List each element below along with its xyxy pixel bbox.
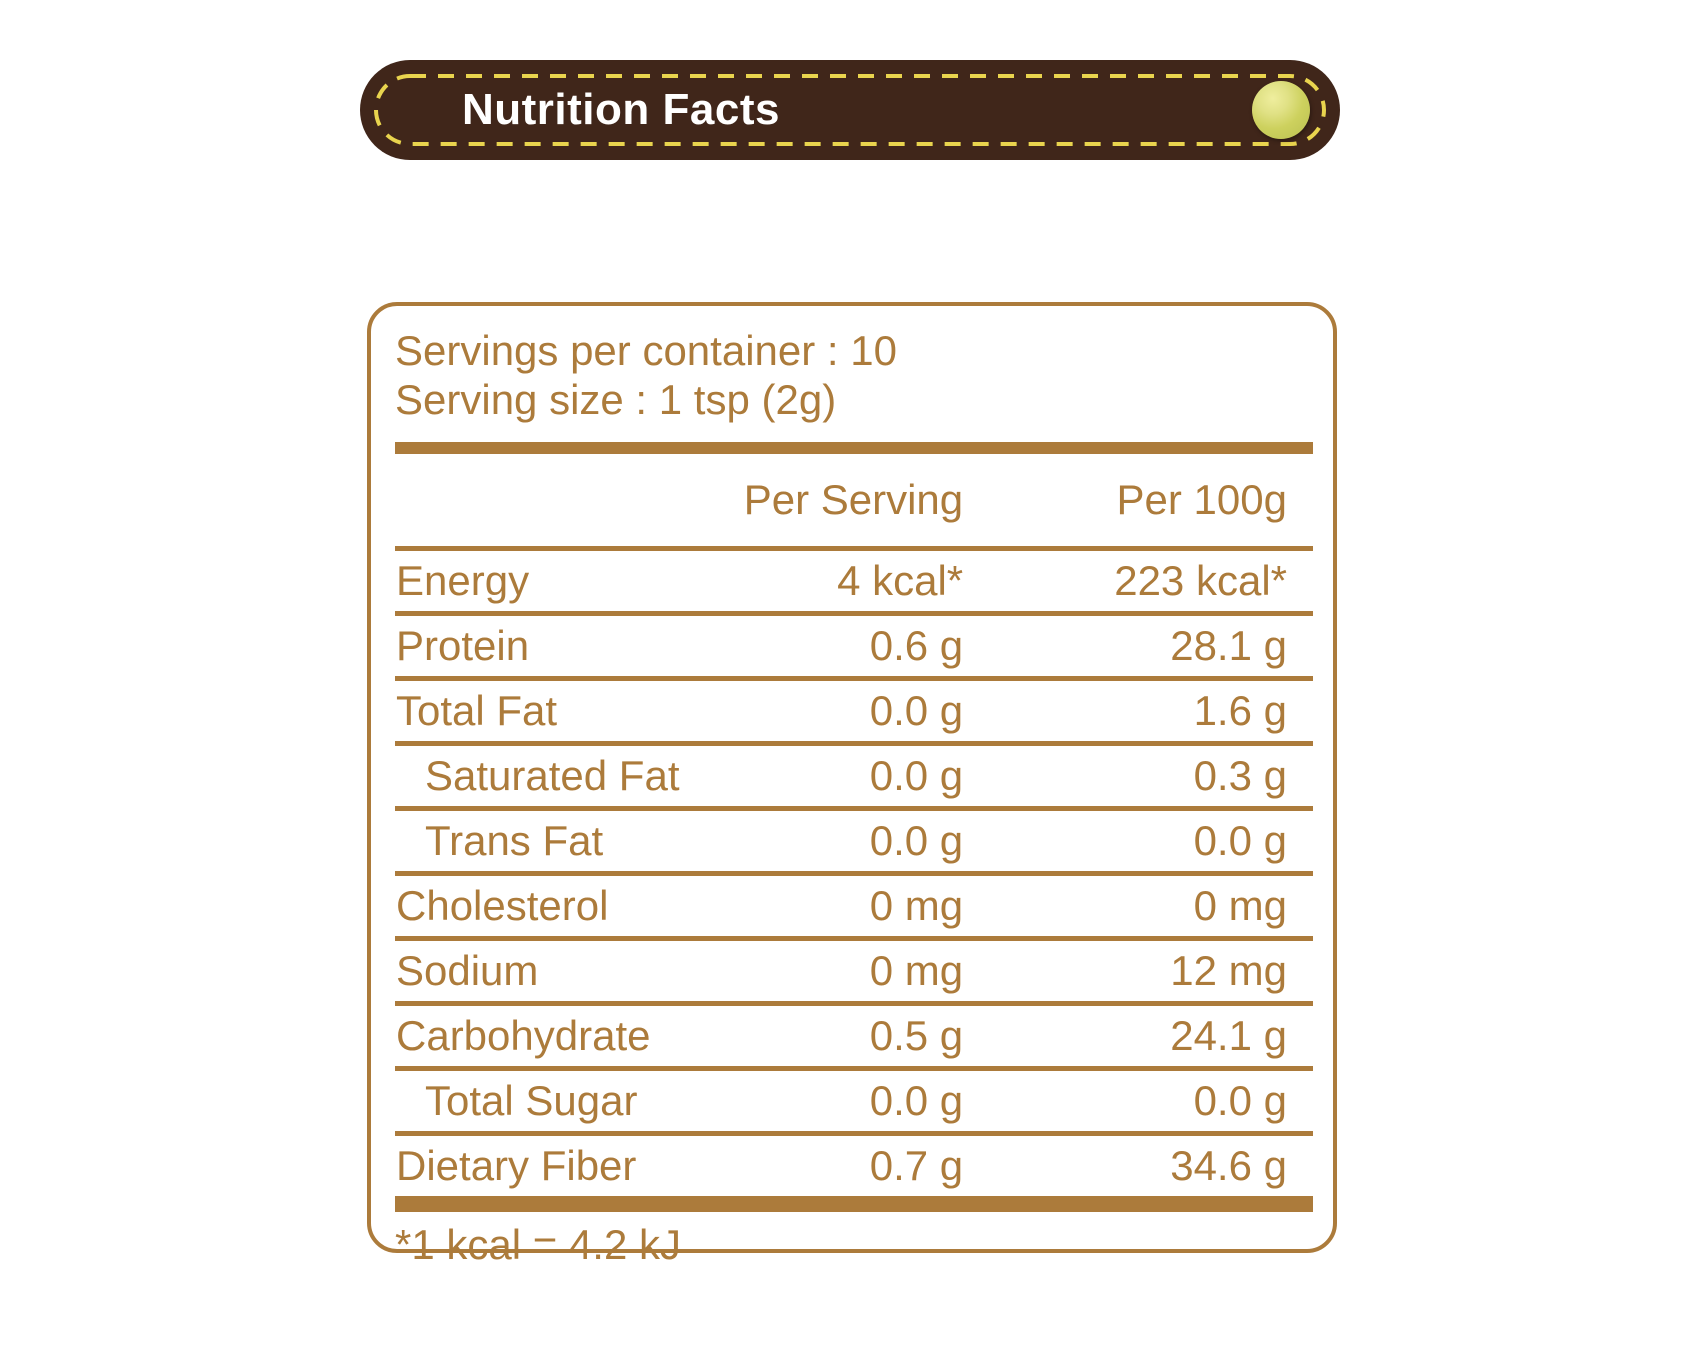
value-per-100g: 24.1 g (1170, 1012, 1287, 1059)
table-row (395, 1004, 1313, 1069)
divider-thick-top (395, 442, 1313, 454)
nutrient-label: Carbohydrate (396, 1012, 651, 1059)
value-per-100g: 1.6 g (1193, 687, 1287, 734)
nutrient-label: Sodium (396, 947, 539, 994)
value-per-serving: 0.0 g (869, 817, 964, 864)
value-per-100g: 12 mg (1170, 947, 1287, 994)
table-row (395, 679, 1313, 744)
value-per-serving: 0 mg (869, 947, 964, 994)
value-per-100g: 0.3 g (1193, 752, 1287, 799)
serving-size: Serving size : 1 tsp (2g) (395, 376, 837, 423)
nutrient-label: Saturated Fat (425, 752, 680, 799)
value-per-100g: 0.0 g (1193, 817, 1287, 864)
value-per-100g: 223 kcal* (1114, 557, 1287, 604)
table-row (395, 744, 1313, 809)
value-per-serving: 0.0 g (869, 1077, 964, 1124)
value-per-serving: 0.5 g (869, 1012, 964, 1059)
value-per-serving: 0.6 g (869, 622, 964, 669)
nutrient-label: Dietary Fiber (396, 1142, 637, 1189)
banner-title: Nutrition Facts (462, 85, 780, 134)
value-per-100g: 34.6 g (1170, 1142, 1287, 1189)
nutrient-label: Total Fat (396, 687, 558, 734)
value-per-serving: 0.7 g (869, 1142, 964, 1189)
table-row (395, 939, 1313, 1004)
value-per-100g: 0.0 g (1193, 1077, 1287, 1124)
nutrition-table (395, 454, 1313, 1196)
nutrition-table-body (395, 549, 1313, 1197)
table-row (395, 1134, 1313, 1197)
table-row (395, 809, 1313, 874)
value-per-100g: 28.1 g (1170, 622, 1287, 669)
value-per-serving: 0 mg (869, 882, 964, 929)
value-per-serving: 0.0 g (869, 752, 964, 799)
servings-per-container: Servings per container : 10 (395, 327, 897, 374)
table-row (395, 549, 1313, 614)
nutrition-panel (367, 302, 1337, 1268)
table-row (395, 1069, 1313, 1134)
value-per-serving: 4 kcal* (837, 557, 964, 604)
nutrient-label: Trans Fat (425, 817, 604, 864)
column-header-per-100g: Per 100g (1116, 476, 1287, 523)
snap-button-icon (1252, 81, 1310, 139)
value-per-serving: 0.0 g (869, 687, 964, 734)
column-header-per-serving: Per Serving (743, 476, 964, 523)
table-header-row (395, 454, 1313, 549)
table-row (395, 614, 1313, 679)
header-spacer (395, 454, 689, 549)
divider-thick-bottom (395, 1196, 1313, 1212)
table-row (395, 874, 1313, 939)
nutrient-label: Cholesterol (396, 882, 609, 929)
value-per-100g: 0 mg (1193, 882, 1287, 929)
nutrient-label: Protein (396, 622, 530, 669)
nutrient-label: Energy (396, 557, 530, 604)
kcal-footnote: *1 kcal = 4.2 kJ (395, 1221, 681, 1268)
nutrition-facts-banner (360, 60, 1340, 160)
nutrient-label: Total Sugar (425, 1077, 638, 1124)
